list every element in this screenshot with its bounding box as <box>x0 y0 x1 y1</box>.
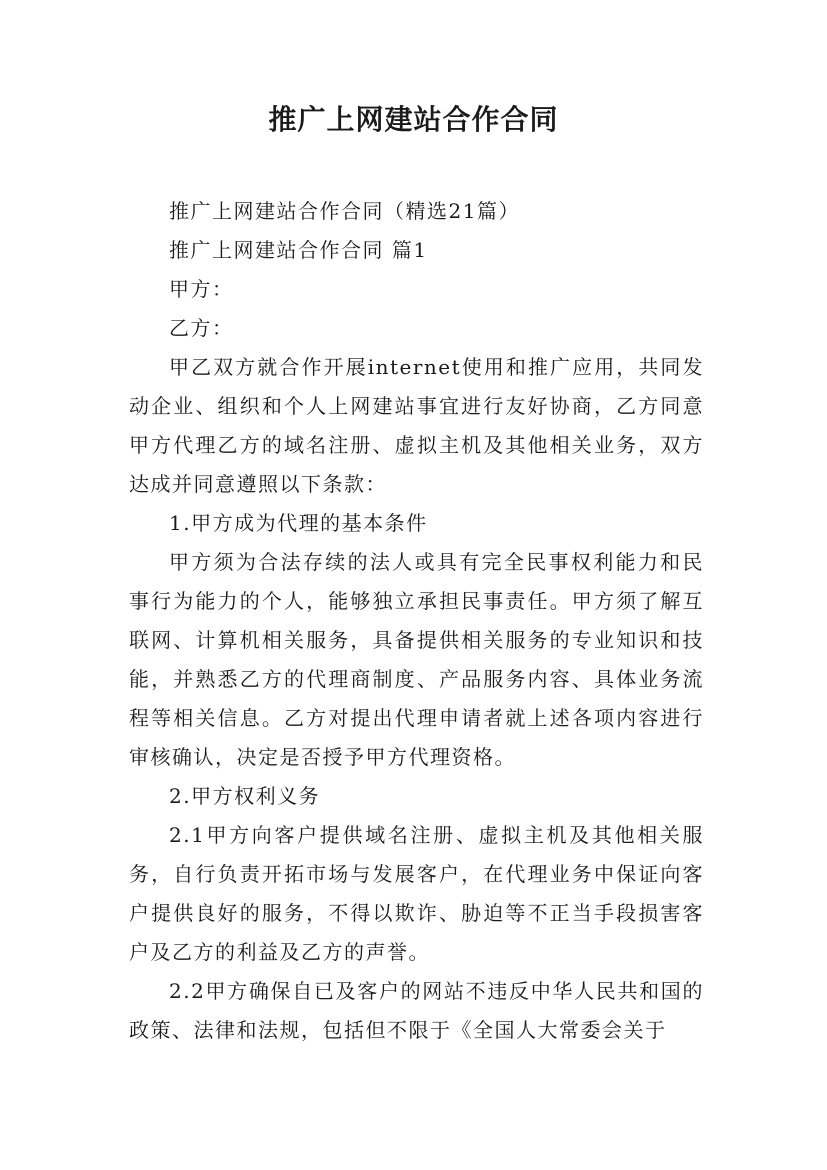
paragraph-preamble: 甲乙双方就合作开展internet使用和推广应用，共同发动企业、组织和个人上网建站事宜进行友好协商，乙方同意甲方代理乙方的域名注册、虚拟主机及其他相关业务，双方达成并同意遵照以下条款： <box>129 355 704 496</box>
paragraph-party-a: 甲方： <box>169 277 234 301</box>
paragraph-clause-1-body: 甲方须为合法存续的法人或具有完全民事权利能力和民事行为能力的个人，能够独立承担民事责任。甲方须了解互联网、计算机相关服务，具备提供相关服务的专业知识和技能，并熟悉乙方的代理商制度、产品服务内容、具体业务流程等相关信息。乙方对提出代理申请者就上述各项内容进行审核确认，决定是否授予甲方代理资格。 <box>129 550 704 769</box>
paragraph-party-b: 乙方： <box>169 316 234 340</box>
paragraph-clause-2-heading: 2.甲方权利义务 <box>169 784 321 808</box>
document-body <box>129 192 704 1050</box>
paragraph-section-heading: 推广上网建站合作合同 篇1 <box>169 238 428 262</box>
paragraph-clause-2-1: 2.1甲方向客户提供域名注册、虚拟主机及其他相关服务，自行负责开拓市场与发展客户，在代理业务中保证向客户提供良好的服务，不得以欺诈、胁迫等不正当手段损害客户及乙方的利益及乙方的声誉。 <box>129 823 704 964</box>
paragraph-clause-1-heading: 1.甲方成为代理的基本条件 <box>169 511 428 535</box>
document-title: 推广上网建站合作合同 <box>268 103 559 136</box>
paragraph-clause-2-2: 2.2甲方确保自已及客户的网站不违反中华人民共和国的政策、法律和法规，包括但不限于《全国人大常委会关于 <box>129 979 704 1042</box>
paragraph-subtitle: 推广上网建站合作合同（精选21篇） <box>169 199 520 223</box>
